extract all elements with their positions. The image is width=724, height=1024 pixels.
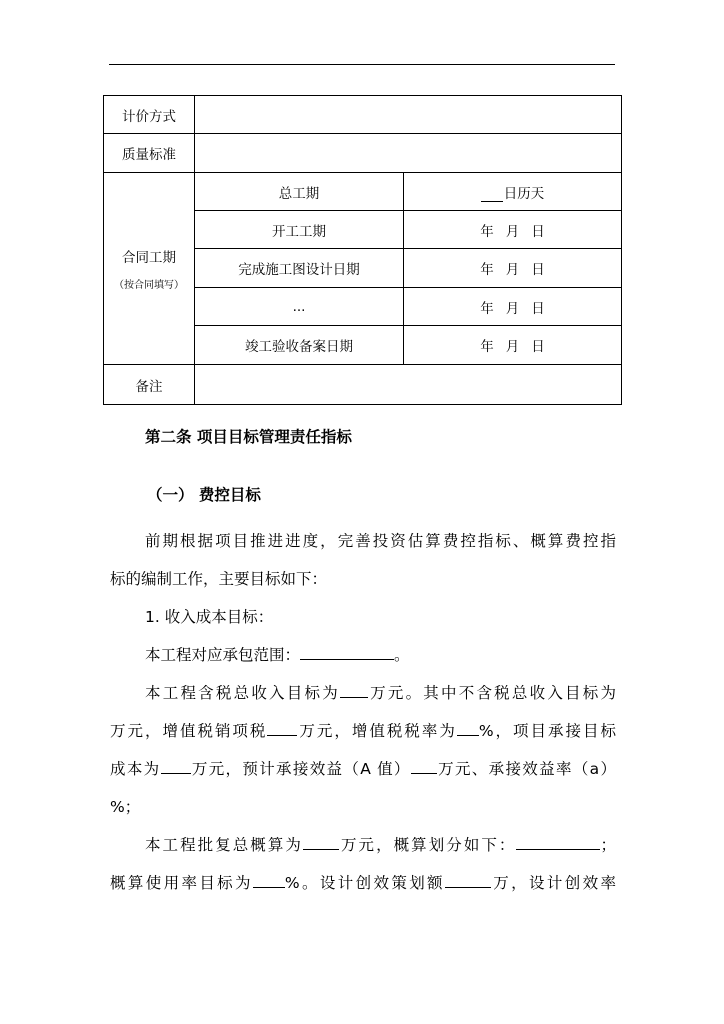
day-text: 日 (531, 300, 545, 317)
contract-period-note: （按合同填写） (114, 280, 184, 291)
year-text: 年 (480, 339, 494, 355)
text-span: 概算使用率目标为 (110, 874, 253, 892)
quality-standard-label: 质量标准 (104, 134, 195, 173)
text-span: 万元，预计承接效益（A 值） (190, 760, 411, 778)
table-row (104, 96, 622, 134)
completion-filing-label: 竣工验收备案日期 (195, 326, 404, 365)
text-span: 万元，增值税税率为 (297, 722, 457, 740)
pricing-method-label: 计价方式 (104, 96, 195, 134)
blank-line (445, 871, 491, 888)
month-text: 月 (505, 223, 520, 240)
blank-line (161, 757, 191, 774)
text-span: ； (600, 836, 616, 854)
blank-line (516, 833, 600, 850)
contract-period-label: 合同工期 (122, 250, 176, 266)
revenue-line-1 (110, 674, 616, 712)
day-text: 日 (531, 262, 545, 278)
total-period-label: 总工期 (195, 173, 404, 211)
ellipsis-value (404, 288, 622, 326)
ellipsis-label: ... (195, 288, 404, 326)
day-text: 日 (531, 223, 545, 240)
total-period-value (404, 173, 622, 211)
text-span: %。设计创效策划额 (284, 874, 445, 892)
budget-line-1 (110, 826, 616, 864)
month-text: 月 (505, 262, 520, 278)
revenue-line-2 (110, 712, 616, 750)
text-span: 本工程批复总概算为 (145, 836, 303, 854)
contract-info-table (103, 95, 622, 405)
scope-line (110, 636, 616, 674)
blank-line (267, 719, 297, 736)
text-span: 万元，概算划分如下： (338, 836, 517, 854)
intro-line-1: 前期根据项目推进进度，完善投资估算费控指标、概算费控指 (145, 532, 616, 550)
pricing-method-value (195, 96, 622, 134)
year-text: 年 (480, 300, 494, 317)
text-span: 本工程含税总收入目标为 (145, 684, 340, 702)
start-date-value (404, 211, 622, 249)
article-heading: 第二条 项目目标管理责任指标 (145, 428, 352, 446)
start-date-label: 开工工期 (195, 211, 404, 249)
quality-standard-value (195, 134, 622, 173)
text-span: 万元、承接效益率（a） (436, 760, 616, 778)
table-row (104, 134, 622, 173)
blank-line (253, 871, 285, 888)
completion-filing-value (404, 326, 622, 365)
article-body (110, 418, 616, 902)
month-text: 月 (505, 339, 520, 355)
section-heading: （一） 费控目标 (147, 486, 261, 504)
blank-line (300, 643, 394, 660)
scope-label: 本工程对应承包范围： (145, 646, 301, 664)
revenue-line-4: %； (110, 798, 141, 816)
remarks-value (195, 365, 622, 405)
design-complete-label: 完成施工图设计日期 (195, 249, 404, 288)
text-span: 万，设计创效率 (490, 874, 616, 892)
blank-line (411, 757, 437, 774)
table-row (104, 365, 622, 405)
day-text: 日 (531, 339, 545, 355)
scope-end: 。 (394, 646, 410, 664)
table-row (104, 173, 622, 211)
blank-line (303, 833, 339, 850)
blank-line (457, 719, 479, 736)
text-span: 成本为 (110, 760, 161, 778)
text-span: 万元，增值税销项税 (110, 722, 268, 740)
contract-period-cell (104, 173, 195, 365)
budget-line-2 (110, 864, 616, 902)
intro-line-2: 标的编制工作，主要目标如下： (110, 570, 328, 588)
blank-line (481, 188, 503, 202)
calendar-days-text: 日历天 (503, 185, 545, 202)
text-span: 万元。其中不含税总收入目标为 (367, 684, 616, 702)
revenue-line-3 (110, 750, 616, 788)
remarks-label: 备注 (104, 365, 195, 405)
text-span: %，项目承接目标 (478, 722, 616, 740)
month-text: 月 (505, 300, 520, 317)
item-heading: 1. 收入成本目标： (145, 608, 274, 626)
design-complete-value (404, 249, 622, 288)
header-rule (109, 64, 615, 65)
year-text: 年 (480, 262, 494, 278)
blank-line (340, 681, 368, 698)
year-text: 年 (480, 223, 494, 240)
